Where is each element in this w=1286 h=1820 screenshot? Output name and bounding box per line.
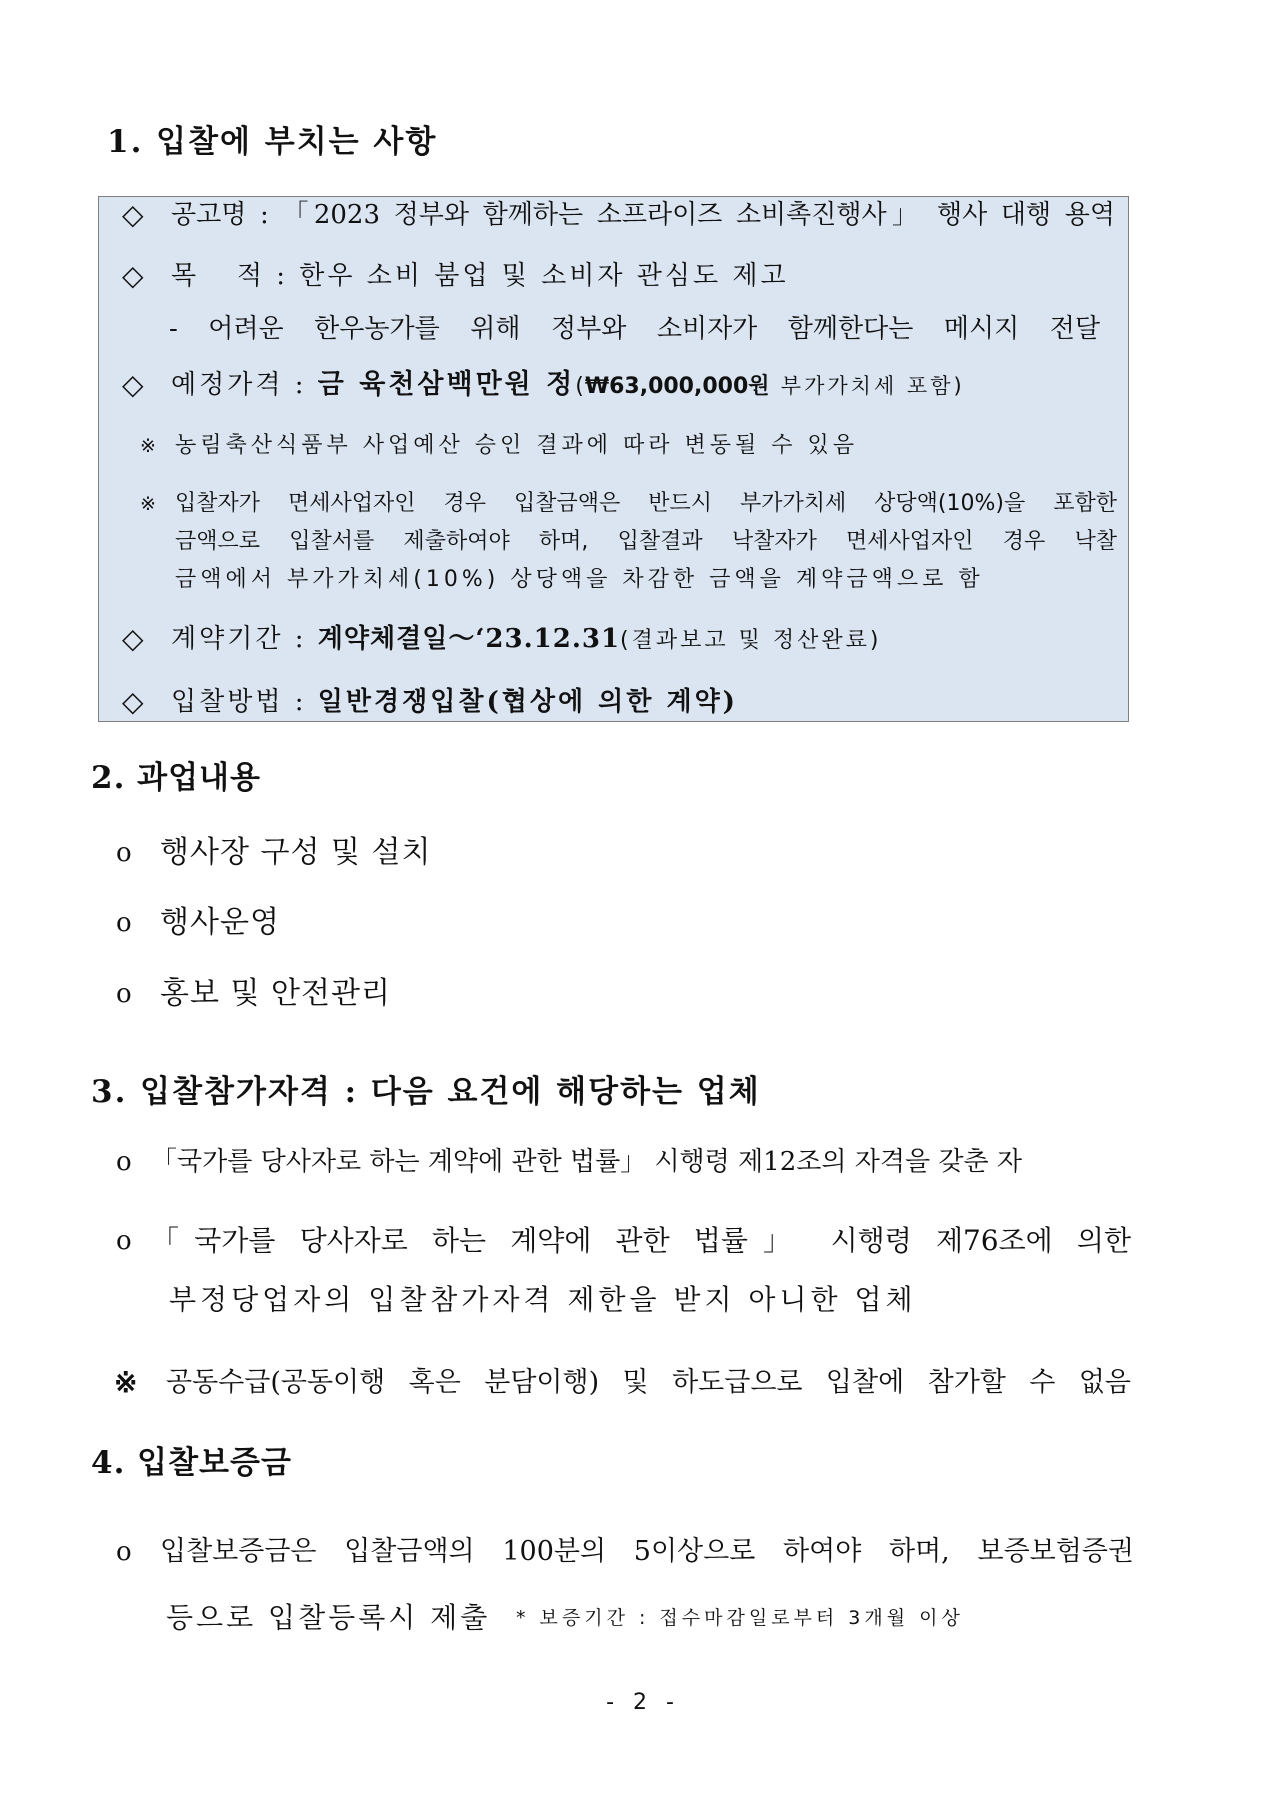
period-colon: : — [294, 624, 307, 654]
price-value: 금 육천삼백만원 정 — [317, 369, 576, 400]
period-value: 계약체결일～‘23.12.31 — [317, 624, 621, 654]
notice-name-colon: : — [260, 200, 269, 230]
method-label: 입찰방법 — [171, 687, 284, 717]
reference-mark-icon: ※ — [140, 493, 156, 515]
qualification-item-2-line-2: 부정당업자의 입찰참가자격 제한을 받지 아니한 업체 — [169, 1283, 917, 1316]
price-note-2-line-1: 입찰자가 면세사업자인 경우 입찰금액은 반드시 부가가치세 상당액(10%)을 포함한 — [175, 491, 1117, 516]
diamond-bullet-icon: ◇ — [122, 622, 144, 655]
method-value: 일반경쟁입찰(협상에 의한 계약) — [317, 687, 738, 717]
qualification-item-2-line-1: 「국가를 당사자로 하는 계약에 관한 법률」 시행령 제76조에 의한 — [151, 1224, 1131, 1257]
reference-mark-icon: ※ — [140, 435, 156, 457]
purpose-row — [171, 256, 789, 296]
section4-heading: 4. 입찰보증금 — [91, 1445, 292, 1481]
price-note-2-line-2: 금액으로 입찰서를 제출하여야 하며, 입찰결과 낙찰자가 면세사업자인 경우 낙찰 — [175, 529, 1117, 554]
price-row — [171, 365, 965, 405]
period-label: 계약기간 — [171, 624, 284, 654]
notice-name-row — [171, 195, 1115, 235]
task-item: 홍보 및 안전관리 — [160, 976, 391, 1011]
deposit-line-1: 입찰보증금은 입찰금액의 100분의 5이상으로 하여야 하며, 보증보험증권 — [160, 1536, 1134, 1567]
reference-mark-icon: ※ — [114, 1366, 138, 1399]
diamond-bullet-icon: ◇ — [122, 368, 144, 401]
deposit-line-2: 등으로 입찰등록시 제출 — [166, 1601, 491, 1634]
purpose-colon: : — [276, 261, 289, 291]
circle-bullet-icon: o — [116, 1226, 132, 1256]
circle-bullet-icon: o — [116, 908, 132, 938]
method-row — [171, 682, 738, 722]
method-colon: : — [294, 687, 307, 717]
section1-heading: 1. 입찰에 부치는 사항 — [107, 124, 438, 160]
price-label: 예정가격 — [171, 370, 284, 400]
deposit-footnote: * 보증기간 : 접수마감일로부터 3개월 이상 — [516, 1607, 964, 1629]
qualification-item-1: 「국가를 당사자로 하는 계약에 관한 법률」 시행령 제12조의 자격을 갖춘 자 — [151, 1147, 1022, 1177]
purpose-label: 목 적 — [171, 261, 265, 291]
price-note-1: 농림축산식품부 사업예산 승인 결과에 따라 변동될 수 있음 — [175, 433, 859, 458]
price-amount-open: ( — [575, 374, 585, 399]
price-amount-note: 부가가치세 포함) — [780, 374, 965, 398]
page-number: - 2 - — [606, 1690, 680, 1715]
joint-bid-note: 공동수급(공동이행 혹은 분담이행) 및 하도급으로 입찰에 참가할 수 없음 — [166, 1367, 1131, 1398]
circle-bullet-icon: o — [116, 1537, 132, 1567]
purpose-detail: - 어려운 한우농가를 위해 정부와 소비자가 함께한다는 메시지 전달 — [169, 314, 1100, 344]
circle-bullet-icon: o — [116, 979, 132, 1009]
task-item: 행사운영 — [160, 905, 280, 940]
diamond-bullet-icon: ◇ — [122, 198, 144, 231]
task-item: 행사장 구성 및 설치 — [160, 835, 432, 870]
purpose-value: 한우 소비 붐업 및 소비자 관심도 제고 — [299, 261, 789, 291]
diamond-bullet-icon: ◇ — [122, 259, 144, 292]
period-row — [171, 619, 881, 659]
price-amount: ₩63,000,000원 — [584, 374, 770, 399]
price-colon: : — [294, 370, 307, 400]
diamond-bullet-icon: ◇ — [122, 685, 144, 718]
circle-bullet-icon: o — [116, 838, 132, 868]
period-note: (결과보고 및 정산완료) — [620, 628, 882, 653]
section2-heading: 2. 과업내용 — [91, 760, 261, 796]
notice-name-value: 「2023 정부와 함께하는 소프라이즈 소비촉진행사」 행사 대행 용역 — [282, 200, 1115, 230]
section3-heading: 3. 입찰참가자격 : 다음 요건에 해당하는 업체 — [91, 1074, 761, 1110]
notice-name-label: 공고명 — [171, 200, 247, 230]
price-note-2-line-3: 금액에서 부가가치세(10%) 상당액을 차감한 금액을 계약금액으로 함 — [175, 567, 984, 592]
circle-bullet-icon: o — [116, 1147, 132, 1177]
